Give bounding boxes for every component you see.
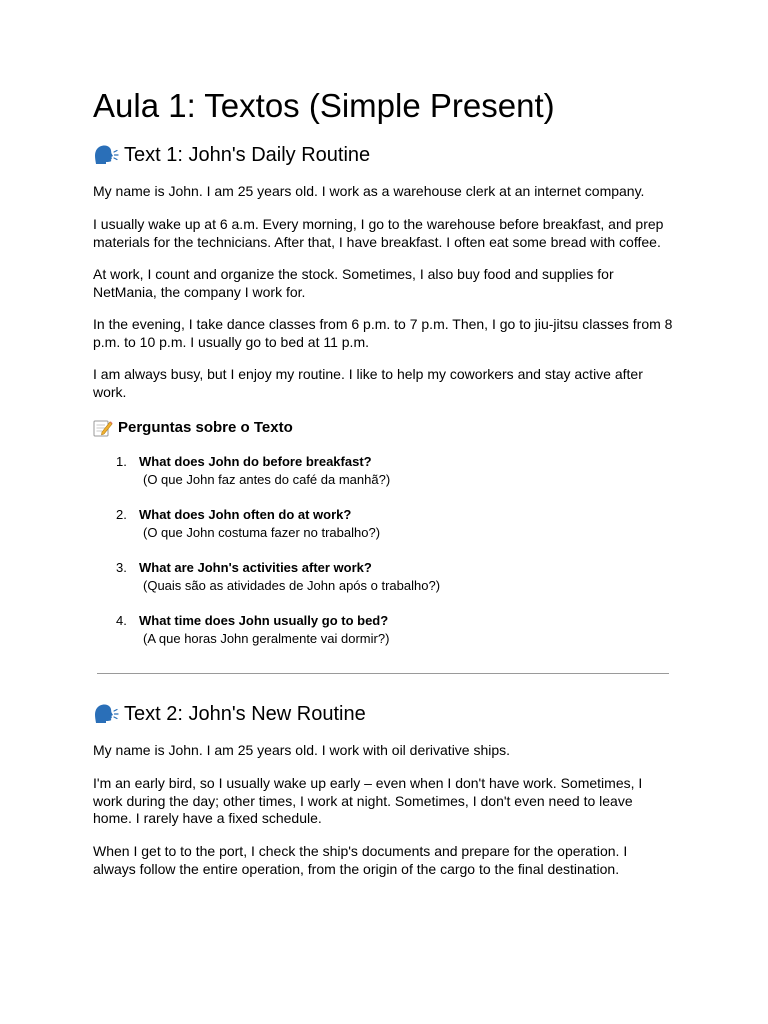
text2-heading-label: Text 2: John's New Routine — [124, 703, 366, 725]
question-portuguese: (Quais são as atividades de John após o trabalho?) — [143, 577, 441, 593]
text2-heading-row — [93, 701, 673, 727]
text1-heading — [93, 142, 673, 168]
text1-paragraph-5: I am always busy, but I enjoy my routine. I like to help my coworkers and stay active after work. — [93, 366, 643, 400]
document-title: Aula 1: Textos (Simple Present) — [93, 87, 555, 124]
question-english: What does John do before breakfast? — [139, 454, 372, 469]
question-number: 3. — [116, 560, 127, 575]
question-english: What does John often do at work? — [139, 507, 352, 522]
questions-heading-label: Perguntas sobre o Texto — [118, 419, 293, 436]
memo-icon — [93, 419, 113, 437]
text2-paragraph-1: My name is John. I am 25 years old. I work with oil derivative ships. — [93, 742, 511, 758]
question-number: 1. — [116, 454, 127, 469]
text2-heading — [93, 701, 673, 727]
text1-heading-row — [93, 142, 673, 168]
question-number: 2. — [116, 507, 127, 522]
question-portuguese: (O que John faz antes do café da manhã?) — [143, 471, 391, 487]
speaking-head-icon — [93, 703, 119, 725]
text2-paragraph-2: I'm an early bird, so I usually wake up early – even when I don't have work. Sometimes, I work during the day; other times, I work at night. Sometimes, I don't even need to leave home. I rarely have a fixed schedule. — [93, 775, 643, 826]
text1-paragraph-4: In the evening, I take dance classes from 6 p.m. to 7 p.m. Then, I go to jiu-jitsu classes from 8 p.m. to 10 p.m. I usually go to bed at 11 p.m. — [93, 316, 673, 350]
text1-paragraph-3: At work, I count and organize the stock. Sometimes, I also buy food and supplies for NetMania, the company I work for. — [93, 266, 614, 300]
question-number: 4. — [116, 613, 127, 628]
question-portuguese: (A que horas John geralmente vai dormir?) — [143, 630, 390, 646]
question-portuguese: (O que John costuma fazer no trabalho?) — [143, 524, 381, 540]
horizontal-divider — [97, 673, 669, 674]
question-english: What time does John usually go to bed? — [139, 613, 389, 628]
speaking-head-icon — [93, 144, 119, 166]
question-english: What are John's activities after work? — [139, 560, 372, 575]
text1-paragraph-1: My name is John. I am 25 years old. I work as a warehouse clerk at an internet company. — [93, 183, 645, 199]
questions-heading-row — [93, 418, 673, 438]
text1-heading-label: Text 1: John's Daily Routine — [124, 144, 371, 166]
questions-heading — [93, 418, 673, 438]
text1-paragraph-2: I usually wake up at 6 a.m. Every morning, I go to the warehouse before breakfast, and prep materials for the technicians. After that, I have breakfast. I often eat some bread with coffee. — [93, 216, 664, 250]
text2-paragraph-3: When I get to to the port, I check the ship's documents and prepare for the operation. I always follow the entire operation, from the origin of the cargo to the final destination. — [93, 843, 628, 877]
